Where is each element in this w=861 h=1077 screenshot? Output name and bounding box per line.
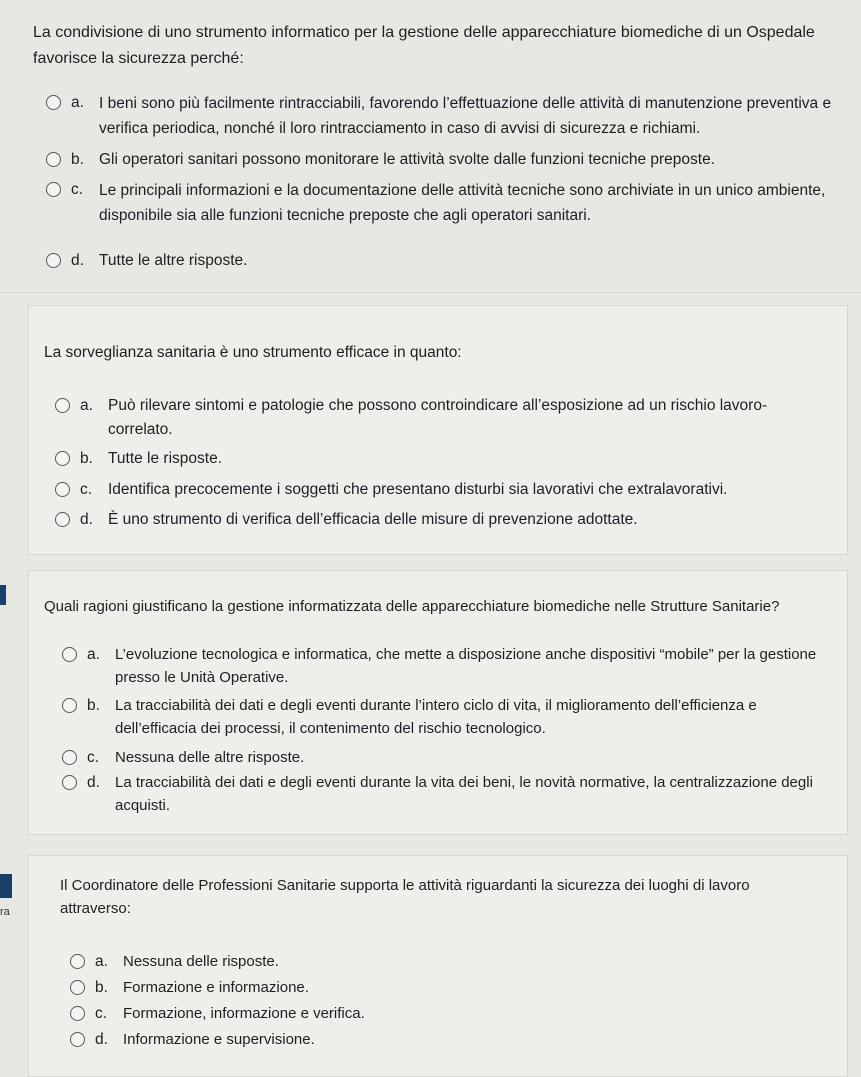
option-text: Formazione e informazione. (123, 979, 309, 996)
question-marker-bar (0, 874, 12, 898)
radio-button[interactable] (70, 980, 85, 995)
option-letter: c. (87, 749, 100, 766)
radio-button[interactable] (70, 954, 85, 969)
radio-button[interactable] (46, 95, 61, 110)
q4-option-a[interactable] (70, 950, 770, 973)
q1-option-d[interactable] (46, 249, 846, 272)
option-text: Identifica precocemente i soggetti che presentano disturbi sia lavorativi che extralavorativi. (108, 481, 728, 498)
question-2-text: La sorveglianza sanitaria è uno strumento efficace in quanto: (44, 344, 462, 361)
option-letter: d. (95, 1031, 108, 1048)
radio-button[interactable] (62, 775, 77, 790)
q3-option-a[interactable] (62, 643, 822, 689)
option-text: L’evoluzione tecnologica e informatica, che mette a disposizione anche dispositivi “mobile” per la gestione presso le Unità Operative. (115, 646, 817, 686)
option-text: Gli operatori sanitari possono monitorare le attività svolte dalle funzioni tecniche preposte. (99, 151, 716, 168)
q3-option-c[interactable] (62, 746, 822, 769)
option-text: I beni sono più facilmente rintracciabili, favorendo l’effettuazione delle attività di manutenzione preventiva e verifica periodica, nonché il loro rintracciamento in caso di avvisi di sicurezza e richiami. (99, 95, 832, 137)
radio-button[interactable] (46, 253, 61, 268)
option-text: La tracciabilità dei dati e degli eventi durante l’intero ciclo di vita, il miglioramento dell’efficienza e dell’efficacia dei processi, il contenimento del rischio tecnologico. (115, 697, 757, 737)
q3-option-b[interactable] (62, 694, 822, 740)
divider (0, 292, 861, 293)
q1-option-a[interactable] (46, 91, 846, 141)
radio-button[interactable] (55, 512, 70, 527)
question-1-text: La condivisione di uno strumento informatico per la gestione delle apparecchiature biomediche di un Ospedale favorisce la sicurezza perché: (33, 24, 815, 67)
option-text: È uno strumento di verifica dell’efficacia delle misure di prevenzione adottate. (108, 511, 638, 528)
question-3-text: Quali ragioni giustificano la gestione informatizzata delle apparecchiature biomediche nelle Strutture Sanitarie? (44, 598, 780, 615)
q4-option-b[interactable] (70, 976, 770, 999)
question-4-text: Il Coordinatore delle Professioni Sanitarie supporta le attività riguardanti la sicurezza dei luoghi di lavoro attraverso: (60, 877, 750, 917)
option-letter: c. (71, 181, 84, 198)
q1-option-b[interactable] (46, 148, 846, 171)
radio-button[interactable] (55, 451, 70, 466)
option-text: Nessuna delle risposte. (123, 953, 279, 970)
option-text: Tutte le altre risposte. (99, 252, 248, 269)
option-text: Informazione e supervisione. (123, 1031, 315, 1048)
radio-button[interactable] (46, 152, 61, 167)
q2-option-a[interactable] (55, 394, 815, 442)
q4-option-d[interactable] (70, 1028, 770, 1051)
radio-button[interactable] (55, 482, 70, 497)
q4-option-c[interactable] (70, 1002, 770, 1025)
option-text: Formazione, informazione e verifica. (123, 1005, 365, 1022)
option-letter: c. (95, 1005, 108, 1022)
radio-button[interactable] (70, 1032, 85, 1047)
option-text: Può rilevare sintomi e patologie che possono controindicare all’esposizione ad un rischio lavoro-correlato. (108, 397, 768, 438)
option-letter: d. (71, 252, 84, 269)
option-letter: a. (71, 94, 84, 111)
option-letter: d. (80, 511, 93, 528)
option-text: La tracciabilità dei dati e degli eventi durante la vita dei beni, le novità normative, la centralizzazione degli acquisti. (115, 774, 813, 814)
option-letter: b. (71, 151, 84, 168)
radio-button[interactable] (46, 182, 61, 197)
q2-option-b[interactable] (55, 447, 815, 470)
radio-button[interactable] (55, 398, 70, 413)
option-letter: a. (87, 646, 100, 663)
option-letter: a. (95, 953, 108, 970)
radio-button[interactable] (70, 1006, 85, 1021)
option-letter: b. (80, 450, 93, 467)
option-letter: b. (95, 979, 108, 996)
question-marker-bar (0, 585, 6, 605)
option-letter: c. (80, 481, 93, 498)
option-text: Tutte le risposte. (108, 450, 223, 467)
option-text: Nessuna delle altre risposte. (115, 749, 305, 766)
radio-button[interactable] (62, 698, 77, 713)
option-letter: b. (87, 697, 100, 714)
radio-button[interactable] (62, 647, 77, 662)
q2-option-d[interactable] (55, 508, 815, 531)
q3-option-d[interactable] (62, 771, 822, 817)
radio-button[interactable] (62, 750, 77, 765)
q1-option-c[interactable] (46, 178, 846, 228)
option-letter: d. (87, 774, 100, 791)
q2-option-c[interactable] (55, 478, 815, 501)
option-letter: a. (80, 397, 93, 414)
left-stub-text: ra (0, 906, 10, 918)
option-text: Le principali informazioni e la documentazione delle attività tecniche sono archiviate in un unico ambiente, disponibile sia alle funzioni tecniche preposte che agli operatori sanitari. (99, 182, 826, 224)
